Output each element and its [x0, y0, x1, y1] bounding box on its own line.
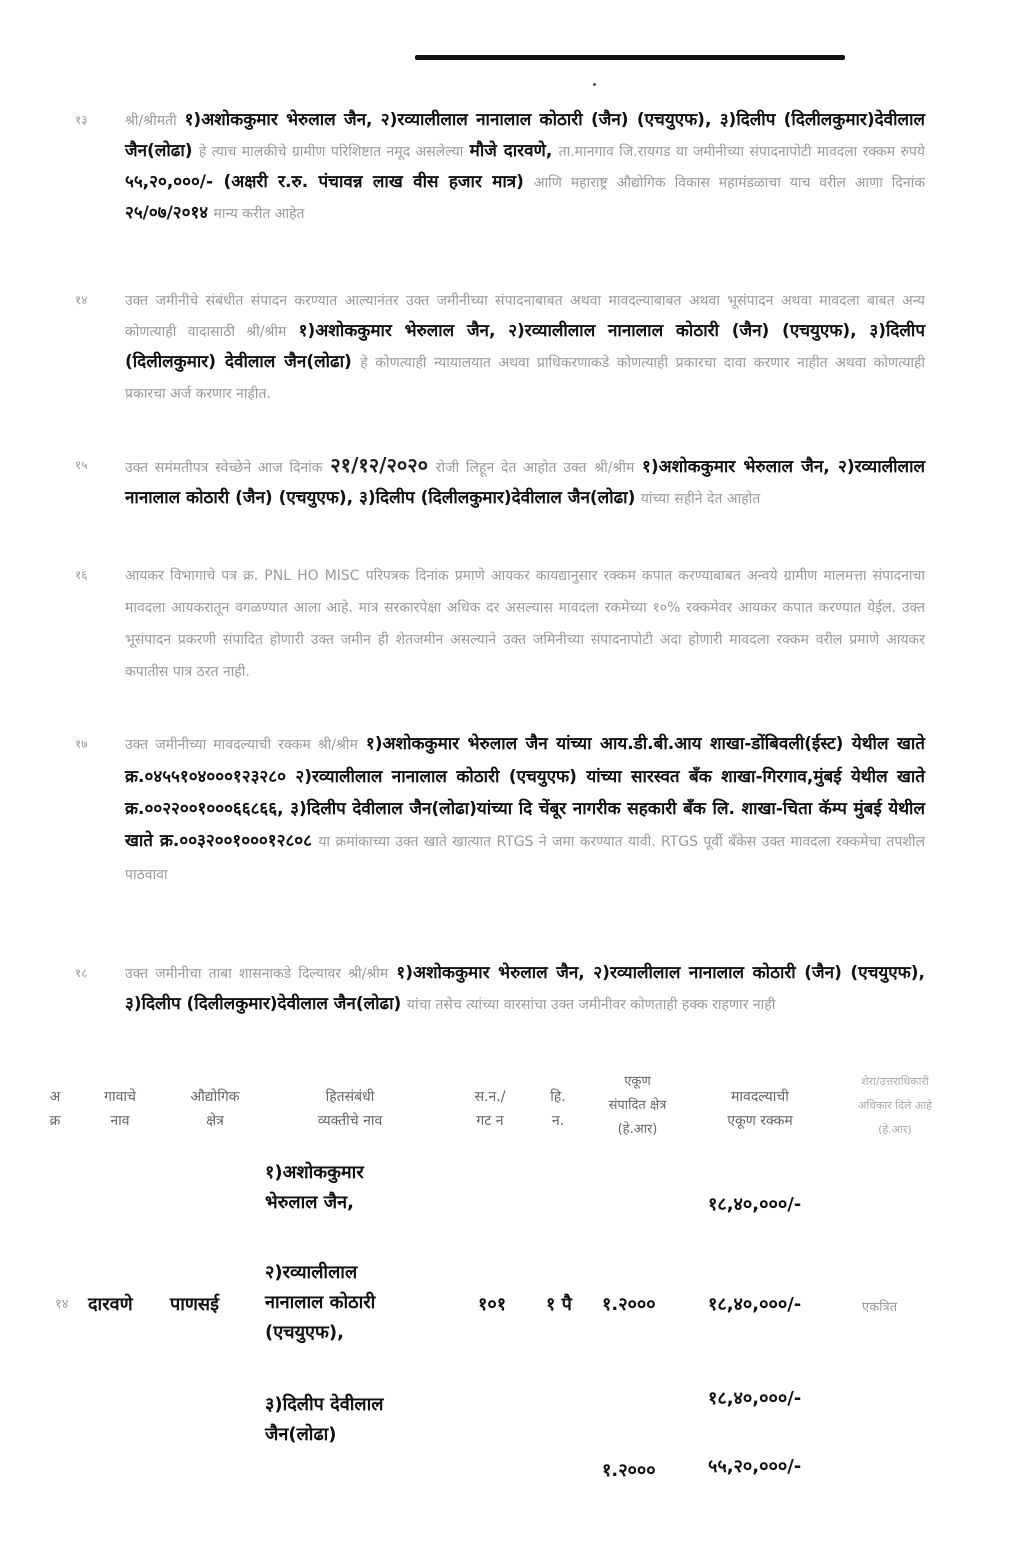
header-remark: शेरा/उत्तराधिकारी अधिकार दिले आहे (हे.आर) [857, 1075, 933, 1136]
top-rule [415, 55, 845, 60]
bank-account-details: १)अशोककुमार भेरुलाल जैन यांच्या आय.डी.बी.आय शाखा-डोंबिवली(ईस्ट) येथील खाते क्र.०४५५१०४०००१२३२८० २)रव्यालीलाल नानालाल कोठारी (एचयुएफ) यांच्या सारस्वत बँक शाखा-गिरगाव,मुंबई येथील खाते क्र.००२२००१०००६६८६६, ३)दिलीप देवीलाल जैन(लोढा)यांच्या दि चेंबूर नागरीक सहकारी बँक लि. शाखा-चिता कॅम्प मुंबई येथील खाते क्र.००३२००१०००१२८०८ [125, 734, 925, 851]
header-sr: अ क्र [49, 1089, 61, 1129]
header-village: गावाचे नाव [104, 1089, 136, 1129]
person-2-name: २)रव्यालीलाल नानालाल कोठारी (एचयुएफ), [265, 1262, 376, 1343]
compensation-amount: ५५,२०,०००/- (अक्षरी र.रु. पंचावन्न लाख वीस हजार मात्र) [125, 172, 524, 192]
person-3-amount: १८,४०,०००/- [708, 1388, 802, 1409]
header-acquired-area: एकूण संपादित क्षेत्र (हे.आर) [608, 1074, 667, 1137]
owner-names: १)अशोककुमार भेरुलाल जैन, २)रव्यालीलाल नानालाल कोठारी (जैन) (एचयुएफ), ३)दिलीप (दिलीलकुमार)देवीलाल जैन(लोढा) [125, 457, 926, 508]
header-hissa: हि. न. [550, 1089, 566, 1129]
row-sr: १४ [55, 1297, 69, 1312]
person-1-name: १)अशोककुमार भेरुलाल जैन, [265, 1162, 364, 1213]
header-total-amount: मावदल्याची एकूण रक्कम [727, 1089, 793, 1129]
paragraph-number: १८ [75, 966, 88, 980]
row-acquired-area: १.२००० [602, 1294, 656, 1315]
header-person: हितसंबंधी व्यक्तीचे नाव [317, 1089, 383, 1129]
person-2-amount: १८,४०,०००/- [708, 1294, 802, 1315]
row-village: दारवणे [88, 1294, 133, 1315]
person-1-amount: १८,४०,०००/- [708, 1194, 802, 1215]
consent-date: २१/१२/२०२० [330, 453, 429, 477]
paragraph-number: १४ [75, 293, 88, 307]
tax-note: आयकर विभागाचे पत्र क्र. PNL HO MISC परिपत्रक दिनांक प्रमाणे आयकर कायद्यानुसार रक्कम कपात करण्याबाबत अन्वये ग्रामीण मालमत्ता संपादनाचा मावदला आयकरातून वगळण्यात आला आहे. मात्र सरकारपेक्षा अधिक दर असल्यास मावदला रकमेच्या १०% रक्कमेवर आयकर कपात करण्यात येईल. उक्त भूसंपादन प्रकरणी संपादित होणारी उक्त जमीन ही शेतजमीन असल्याने उक्त जमिनीच्या संपादनापोटी अदा होणारी मावदला रक्कम वरील प्रमाणे आयकर कपातीस पात्र ठरत नाही. [125, 568, 925, 680]
paragraph-number: १६ [75, 568, 88, 582]
header-area: औद्योगिक क्षेत्र [190, 1089, 240, 1129]
paragraph-number: १५ [75, 458, 88, 472]
paragraph-number: १३ [75, 113, 88, 127]
paragraph-14: १४ उक्त जमीनीचे संबंधीत संपादन करण्यात आल्यानंतर उक्त जमीनीच्या संपादनाबाबत अथवा मावदल्याबाबत अथवा भूसंपादन अथवा मावदला बाबत अन्य कोणत्याही वादासाठी श्री/श्रीम १)अशोककुमार भेरुलाल जैन, २)रव्यालीलाल नानालाल कोठारी (जैन) (एचयुएफ), ३)दिलीप (दिलीलकुमार) देवीलाल जैन(लोढा) हे कोणत्याही न्यायालयात अथवा प्राधिकरणाकडे कोणत्याही प्रकारचा दावा करणार नाहीत अथवा कोणत्याही प्रकारचा अर्ज करणार नाहीत. [125, 285, 925, 409]
paragraph-16 [75, 560, 925, 688]
page-dot [593, 83, 596, 86]
owner-names: १)अशोककुमार भेरुलाल जैन, २)रव्यालीलाल नानालाल कोठारी (जैन) (एचयुएफ), ३)दिलीप (दिलीलकुमार)देवीलाल जैन(लोढा) [125, 110, 925, 161]
paragraph-17: १७ उक्त जमीनीच्या मावदल्याची रक्कम श्री/श्रीम १)अशोककुमार भेरुलाल जैन यांच्या आय.डी.बी.आय शाखा-डोंबिवली(ईस्ट) येथील खाते क्र.०४५५१०४०००१२३२८० २)रव्यालीलाल नानालाल कोठारी (एचयुएफ) यांच्या सारस्वत बँक शाखा-गिरगाव,मुंबई येथील खाते क्र.००२२००१०००६६८६६, ३)दिलीप देवीलाल जैन(लोढा)यांच्या दि चेंबूर नागरीक सहकारी बँक लि. शाखा-चिता कॅम्प मुंबई येथील खाते क्र.००३२००१०००१२८०८ या क्रमांकाच्या उक्त खाते खात्यात RTGS ने जमा करण्यात यावी. RTGS पूर्वी बँकेस उक्त मावदला रक्कमेचा तपशील पाठवावा [125, 728, 925, 891]
header-survey: स.न./ गट न [474, 1089, 506, 1129]
owner-names: १)अशोककुमार भेरुलाल जैन, २)रव्यालीलाल नानालाल कोठारी (जैन) (एचयुएफ), ३)दिलीप (दिलीलकुमार) देवीलाल जैन(लोढा) [125, 321, 925, 372]
row-area: पाणसई [170, 1294, 219, 1315]
total-amount: ५५,२०,०००/- [708, 1456, 802, 1477]
row-remark: एकत्रित [862, 1300, 898, 1315]
paragraph-15: १५ उक्त समंमतीपत्र स्वेच्छेने आज दिनांक २१/१२/२०२० रोजी लिहून देत आहोत उक्त श्री/श्रीम १)अशोककुमार भेरुलाल जैन, २)रव्यालीलाल नानालाल कोठारी (जैन) (एचयुएफ), ३)दिलीप (दिलीलकुमार)देवीलाल जैन(लोढा) यांच्या सहीने देत आहोत [125, 450, 925, 514]
paragraph-13: १३ श्री/श्रीमती १)अशोककुमार भेरुलाल जैन, २)रव्यालीलाल नानालाल कोठारी (जैन) (एचयुएफ), ३)दिलीप (दिलीलकुमार)देवीलाल जैन(लोढा) हे त्याच मालकीचे ग्रामीण परिशिष्टात नमूद असलेल्या मौजे दारवणे, ता.मानगाव जि.रायगड या जमीनीच्या संपादनापोटी मावदला रक्कम रुपये ५५,२०,०००/- (अक्षरी र.रु. पंचावन्न लाख वीस हजार मात्र) आणि महाराष्ट्र औद्योगिक विकास महामंडळाचा याच वरील आणा दिनांक २५/०७/२०१४ मान्य करीत आहेत [125, 105, 925, 229]
row-hissa: १ पै [546, 1294, 572, 1315]
agreement-date: २५/०७/२०१४ [125, 203, 209, 223]
village-name: मौजे दारवणे, [469, 141, 553, 161]
paragraph-number: १७ [75, 737, 88, 751]
person-3-name: ३)दिलीप देवीलाल जैन(लोढा) [265, 1394, 384, 1445]
table-header [0, 1075, 1016, 1145]
row-survey: १०१ [478, 1294, 507, 1315]
total-area: १.२००० [602, 1460, 656, 1481]
owner-names: १)अशोककुमार भेरुलाल जैन, २)रव्यालीलाल नानालाल कोठारी (जैन) (एचयुएफ), ३)दिलीप (दिलीलकुमार)देवीलाल जैन(लोढा) [125, 963, 925, 1014]
paragraph-18: १८ उक्त जमीनीचा ताबा शासनाकडे दिल्यावर श्री/श्रीम १)अशोककुमार भेरुलाल जैन, २)रव्यालीलाल नानालाल कोठारी (जैन) (एचयुएफ), ३)दिलीप (दिलीलकुमार)देवीलाल जैन(लोढा) यांचा तसेच त्यांच्या वारसांचा उक्त जमीनीवर कोणताही हक्क राहणार नाही [125, 958, 925, 1020]
